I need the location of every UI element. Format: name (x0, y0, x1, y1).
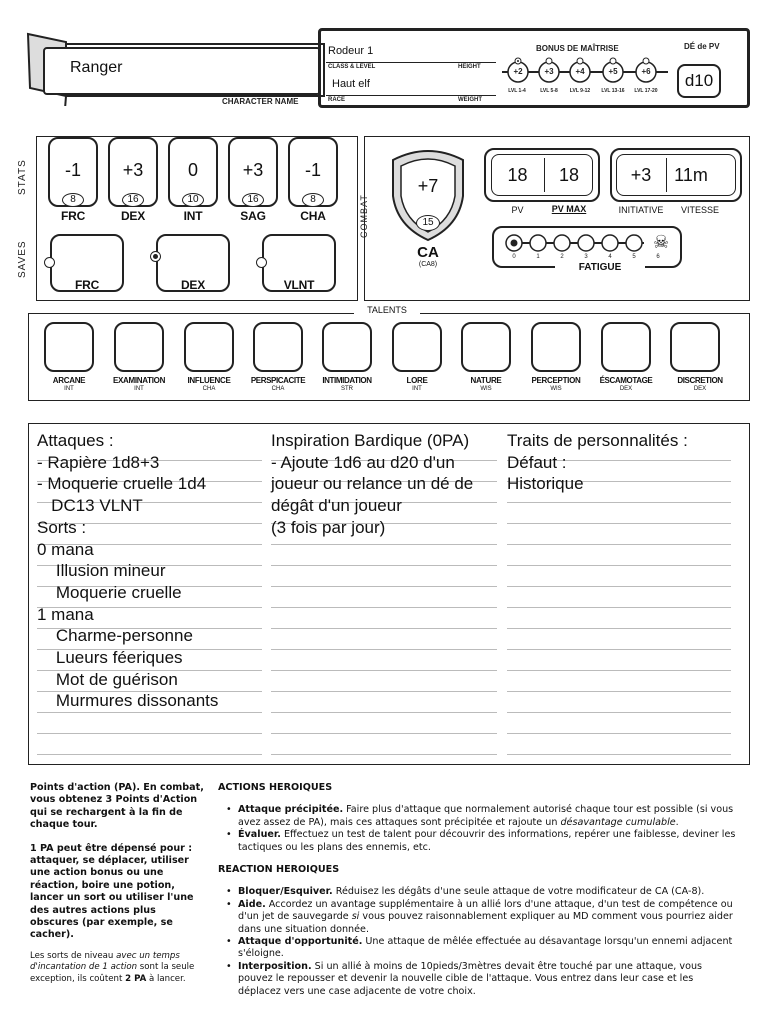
talent-box-perspicacite[interactable] (253, 322, 303, 372)
note-line: Défaut : (507, 452, 567, 472)
stat-label: CHA (300, 209, 326, 223)
talent-name: LORE (406, 376, 428, 385)
hit-points-max-label: PV MAX (551, 204, 587, 214)
stat-modifier[interactable]: -1 (64, 160, 81, 180)
save-label: FRC (74, 278, 100, 292)
note-line: DC13 VLNT (37, 496, 143, 516)
speed-label: VITESSE (680, 205, 719, 215)
talent-box-escamotage[interactable] (601, 322, 651, 372)
talent-stat: INT (412, 386, 422, 392)
stat-label: DEX (120, 209, 146, 223)
talent-box-perception[interactable] (531, 322, 581, 372)
talent-name: INTIMIDATION (322, 376, 372, 385)
race-input[interactable]: Haut elf (332, 78, 370, 90)
heroic-rules (218, 782, 738, 998)
heroic-reaction-item (218, 961, 738, 998)
talent-box-examination[interactable] (114, 322, 164, 372)
talent-stat: DEX (619, 386, 633, 392)
note-line: Inspiration Bardique (0PA) (271, 431, 470, 450)
heroic-reaction-emphasis: si (351, 911, 360, 923)
note-line: - Rapière 1d8+3 (37, 452, 160, 472)
note-line: - Ajoute 1d6 au d20 d'un (271, 452, 455, 472)
class-level-label: CLASS & LEVEL (328, 64, 376, 70)
character-name-input[interactable]: Ranger (70, 59, 123, 76)
mastery-bonus: +4 (575, 67, 585, 76)
note-line: Traits de personnalités : (507, 431, 688, 450)
stat-score[interactable]: 8 (302, 193, 324, 207)
fatigue-level: 3 (584, 254, 588, 260)
save-proficiency-toggle[interactable] (44, 257, 55, 268)
heroic-action-text: Faire plus d'attaque que normalement autorisé chaque tour est possible (si vous avez assez de PA), mais ces attaques sont précipitée et rajoute un (238, 804, 734, 828)
character-name-label: CHARACTER NAME (222, 97, 299, 106)
action-points-rules (30, 782, 205, 985)
talent-box-nature[interactable] (461, 322, 511, 372)
action-points-spend-bold: 1 PA (30, 842, 54, 854)
talents-section-label: TALENTS (354, 305, 420, 315)
stat-modifier[interactable]: 0 (187, 160, 198, 180)
save-proficiency-toggle[interactable] (150, 251, 161, 262)
heroic-action-text: . (675, 816, 679, 828)
initiative-value[interactable]: +3 (630, 165, 652, 185)
mastery-level: LVL 13-16 (601, 88, 625, 94)
note-line: dégât d'un joueur (271, 496, 402, 516)
heroic-reaction-name: Attaque d'opportunité. (238, 936, 363, 948)
fatigue-level: 5 (632, 254, 636, 260)
mastery-bonus: +2 (513, 67, 523, 76)
initiative-label: INITIATIVE (618, 205, 664, 215)
note-line: 0 mana (37, 539, 94, 559)
heroic-reactions-title: REACTION HEROIQUES (218, 864, 340, 876)
note-line: - Moquerie cruelle 1d4 (37, 474, 207, 494)
stat-label: SAG (240, 209, 266, 223)
talent-stat: DEX (693, 386, 707, 392)
talent-name: INFLUENCE (187, 376, 231, 385)
talent-box-arcane[interactable] (44, 322, 94, 372)
stat-score[interactable]: 10 (182, 193, 204, 207)
talent-name: NATURE (470, 376, 502, 385)
fatigue-label: FATIGUE (555, 262, 645, 273)
note-line: Illusion mineur (37, 561, 166, 581)
stat-score[interactable]: 8 (62, 193, 84, 207)
mastery-bonus: +3 (544, 67, 554, 76)
stats-section-label: STATS (17, 159, 28, 195)
talent-box-lore[interactable] (392, 322, 442, 372)
heroic-reaction-name: Aide. (238, 898, 266, 910)
armor-class-note: (CA8) (418, 261, 438, 268)
talent-stat: WIS (550, 386, 562, 392)
mastery-level: LVL 9-12 (569, 88, 591, 94)
heroic-action-name: Attaque précipitée. (238, 804, 344, 816)
talent-name: PERSPICACITE (250, 376, 306, 385)
stat-score[interactable]: 16 (122, 193, 144, 207)
fatigue-level: 2 (560, 254, 564, 260)
talent-name: ARCANE (52, 376, 86, 385)
skull-icon: ☠ (653, 232, 670, 252)
heroic-reaction-item (218, 886, 738, 898)
note-line: Murmures dissonants (37, 691, 219, 711)
combat-section-label: COMBAT (359, 194, 369, 238)
note-line: Moquerie cruelle (37, 582, 182, 602)
spell-note-text: Les sorts de niveau (30, 950, 117, 961)
heroic-reaction-item (218, 899, 738, 936)
talent-stat: CHA (202, 386, 216, 392)
heroic-reaction-text: vous pouvez raisonnablement expliquer au MD comment vous pourriez aider dans une situation donnée. (238, 911, 733, 935)
mastery-bonus: +6 (641, 67, 651, 76)
note-line: Historique (507, 474, 584, 494)
save-label: DEX (180, 278, 206, 292)
talent-name: ÉSCAMOTAGE (599, 376, 653, 385)
heroic-action-item (218, 829, 738, 854)
note-line: 1 mana (37, 604, 94, 624)
mastery-level: LVL 17-20 (634, 88, 658, 94)
stat-modifier[interactable]: +3 (122, 160, 144, 180)
heroic-action-emphasis: désavantage cumulable (560, 816, 676, 828)
spell-note-bold: 2 PA (125, 973, 147, 984)
spell-note-text: à lancer. (146, 973, 186, 984)
talent-name: DISCRETION (677, 376, 723, 385)
notes-column-traits[interactable] (507, 430, 731, 760)
action-points-spend-text: peut être dépensé pour : attaquer, se déplacer, utiliser une action bonus ou une réaction, boire une potion, lancer un sort ou utiliser l'une des autres actions plus obscures (par exemple, se cacher). (30, 842, 194, 941)
heroic-reaction-text: Si un allié à moins de 10pieds/3mètres devait être touché par une attaque, vous pouvez le repousser et devenir la nouvelle cible de l'attaque. Vous entrez dans leur case et les déplacez vers une case adjacente de votre choix. (238, 960, 703, 997)
armor-class-label: CA (417, 244, 439, 261)
weight-label: WEIGHT (458, 97, 482, 103)
heroic-actions-title: ACTIONS HEROIQUES (218, 782, 333, 793)
stat-score[interactable]: 16 (242, 193, 264, 207)
armor-class-base[interactable]: 15 (416, 215, 440, 231)
talent-stat: INT (134, 386, 144, 392)
class-level-input[interactable]: Rodeur 1 (328, 45, 374, 57)
mastery-bonus: +5 (608, 67, 618, 76)
heroic-action-text: Effectuez un test de talent pour découvrir des informations, repérer une faiblesse, deviner les tactiques ou les plans des ennemis, etc. (238, 829, 736, 853)
note-line: (3 fois par jour) (271, 517, 386, 537)
race-label: RACE (328, 97, 346, 103)
mastery-title: BONUS DE MAÎTRISE (536, 44, 619, 53)
talent-name: EXAMINATION (112, 376, 166, 385)
heroic-reaction-item (218, 936, 738, 961)
talent-box-discretion[interactable] (670, 322, 720, 372)
note-line: Mot de guérison (37, 669, 178, 689)
armor-class-value[interactable]: +7 (417, 176, 439, 196)
talent-stat: WIS (480, 386, 492, 392)
stat-label: INT (183, 209, 203, 223)
spell-note-text: sont la seule exception, ils coûtent (30, 962, 195, 984)
hit-points-max[interactable]: 18 (558, 165, 580, 185)
stat-modifier[interactable]: +3 (242, 160, 264, 180)
fatigue-level: 1 (536, 254, 540, 260)
fatigue-track[interactable] (500, 231, 676, 255)
mastery-level: LVL 5-8 (540, 88, 558, 94)
heroic-reaction-text: Une attaque de mêlée effectuée au désavantage lorsqu'un ennemi adjacent s'éloigne. (238, 936, 733, 960)
fatigue-level: 6 (656, 254, 660, 260)
hit-points-current[interactable]: 18 (507, 165, 528, 185)
fatigue-level: 4 (608, 254, 612, 260)
action-points-title: Points d'action (PA). (30, 782, 140, 793)
heroic-action-name: Évaluer. (238, 829, 281, 841)
notes-column-attacks[interactable] (37, 430, 262, 760)
hit-die-value[interactable]: d10 (677, 64, 721, 98)
heroic-action-item (218, 804, 738, 829)
talent-stat: INT (64, 386, 74, 392)
action-points-text: En combat, vous obtenez 3 Points d'Action qui se rechargent à la fin de chaque tour. (30, 782, 204, 831)
talent-box-intimidation[interactable] (322, 322, 372, 372)
save-label: VLNT (283, 278, 315, 292)
note-line: joueur ou relance un dé de (271, 474, 474, 494)
talent-stat: CHA (271, 386, 285, 392)
hit-die-label: DÉ de PV (684, 42, 720, 51)
stat-modifier[interactable]: -1 (304, 160, 321, 180)
note-line: Attaques : (37, 431, 114, 450)
mastery-level: LVL 1-4 (508, 88, 526, 94)
heroic-reaction-text: Accordez un avantage supplémentaire à un allié lors d'une attaque, d'un test de compétence ou d'un jet de sauvegarde (238, 898, 733, 923)
notes-column-features[interactable] (271, 430, 497, 760)
talent-name: PERCEPTION (531, 376, 581, 385)
note-line: Sorts : (37, 517, 87, 537)
spell-note-emphasis: avec un temps d'incantation de 1 action (30, 950, 180, 973)
talent-box-influence[interactable] (184, 322, 234, 372)
saves-section-label: SAVES (17, 240, 28, 278)
heroic-reaction-text: Réduisez les dégâts d'une seule attaque de votre modificateur de CA (CA-8). (332, 886, 705, 898)
fatigue-level: 0 (512, 254, 516, 260)
talent-stat: STR (341, 386, 353, 392)
hit-points-label: PV (511, 205, 524, 215)
heroic-reaction-name: Interposition. (238, 960, 312, 972)
stat-label: FRC (60, 209, 86, 223)
speed-value[interactable]: 11m (674, 165, 708, 185)
heroic-reaction-name: Bloquer/Esquiver. (238, 886, 333, 898)
note-line: Lueurs féeriques (37, 648, 183, 668)
note-line: Charme-personne (37, 626, 193, 646)
save-proficiency-toggle[interactable] (256, 257, 267, 268)
height-label: HEIGHT (458, 64, 481, 70)
